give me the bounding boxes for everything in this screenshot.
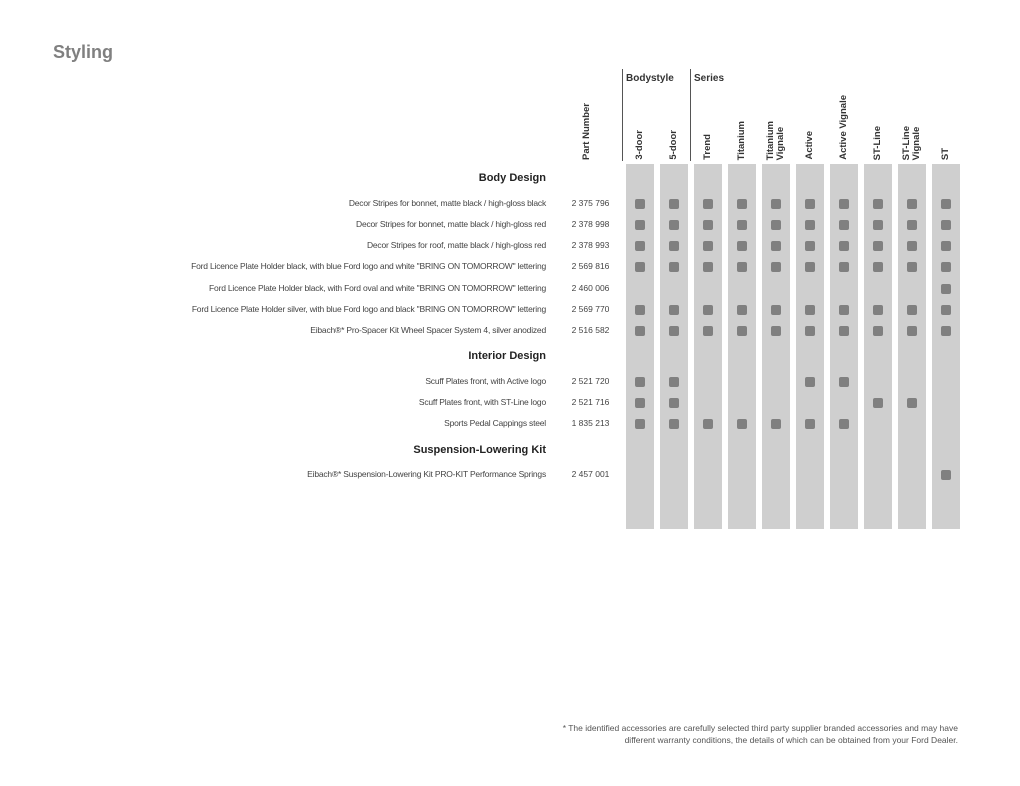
availability-mark: [635, 241, 645, 251]
availability-mark: [771, 199, 781, 209]
footnote: * The identified accessories are carefully selected third party supplier branded accessories and may have different warranty conditions, the details of which can be obtained from your Ford Dealer.: [562, 723, 958, 745]
row-description: Eibach®* Pro-Spacer Kit Wheel Spacer System 4, silver anodized: [310, 325, 546, 335]
availability-mark: [771, 326, 781, 336]
availability-mark: [839, 220, 849, 230]
group-divider-bodystyle: [622, 69, 623, 161]
availability-mark: [805, 377, 815, 387]
column-header-active: Active: [804, 131, 816, 160]
availability-mark: [737, 419, 747, 429]
availability-mark: [839, 305, 849, 315]
row-part-number: 1 835 213: [571, 418, 610, 428]
group-label-series: Series: [694, 73, 725, 84]
group-divider-series: [690, 69, 691, 161]
availability-mark: [635, 305, 645, 315]
availability-mark: [737, 220, 747, 230]
availability-mark: [907, 220, 917, 230]
row-description: Ford Licence Plate Holder black, with Ford oval and white "BRING ON TOMORROW" lettering: [209, 283, 546, 293]
availability-mark: [737, 199, 747, 209]
availability-mark: [839, 326, 849, 336]
row-part-number: 2 460 006: [571, 283, 610, 293]
availability-mark: [703, 326, 713, 336]
column-strip-3door: [626, 164, 654, 529]
availability-mark: [771, 241, 781, 251]
column-header-titanium-vignale: Titanium Vignale: [765, 120, 786, 160]
availability-mark: [703, 305, 713, 315]
row-part-number: 2 516 582: [571, 325, 610, 335]
availability-mark: [873, 262, 883, 272]
column-strip-st-line-vignale: [898, 164, 926, 529]
availability-mark: [907, 199, 917, 209]
availability-mark: [805, 305, 815, 315]
page-title: Styling: [53, 42, 114, 62]
availability-mark: [635, 220, 645, 230]
availability-mark: [839, 241, 849, 251]
part-number-header: Part Number: [581, 102, 593, 160]
availability-mark: [941, 220, 951, 230]
availability-mark: [669, 199, 679, 209]
availability-mark: [669, 398, 679, 408]
row-part-number: 2 521 720: [571, 376, 610, 386]
availability-mark: [839, 199, 849, 209]
row-description: Ford Licence Plate Holder black, with blue Ford logo and white "BRING ON TOMORROW" lettering: [191, 261, 546, 271]
row-description: Sports Pedal Cappings steel: [444, 418, 546, 428]
availability-mark: [839, 262, 849, 272]
availability-mark: [703, 199, 713, 209]
row-part-number: 2 457 001: [571, 469, 610, 479]
availability-mark: [703, 220, 713, 230]
column-strip-5door: [660, 164, 688, 529]
availability-mark: [805, 262, 815, 272]
availability-mark: [635, 262, 645, 272]
row-part-number: 2 375 796: [571, 198, 610, 208]
availability-mark: [873, 398, 883, 408]
availability-mark: [669, 419, 679, 429]
group-label-bodystyle: Bodystyle: [626, 73, 674, 84]
availability-mark: [907, 398, 917, 408]
availability-mark: [805, 199, 815, 209]
availability-mark: [635, 326, 645, 336]
availability-mark: [737, 262, 747, 272]
availability-mark: [941, 326, 951, 336]
row-part-number: 2 378 998: [571, 219, 610, 229]
availability-mark: [907, 326, 917, 336]
availability-mark: [907, 241, 917, 251]
availability-mark: [669, 377, 679, 387]
column-strip-st-line: [864, 164, 892, 529]
availability-mark: [873, 199, 883, 209]
section-heading-suspension-lowering-kit: Suspension-Lowering Kit: [413, 444, 546, 456]
row-description: Decor Stripes for bonnet, matte black / high-gloss black: [348, 198, 546, 208]
column-header-titanium: Titanium: [736, 120, 748, 160]
availability-mark: [635, 199, 645, 209]
availability-mark: [771, 262, 781, 272]
row-description: Decor Stripes for bonnet, matte black / high-gloss red: [356, 219, 546, 229]
availability-mark: [635, 419, 645, 429]
availability-mark: [771, 305, 781, 315]
availability-mark: [941, 470, 951, 480]
row-description: Scuff Plates front, with Active logo: [425, 376, 546, 386]
availability-mark: [737, 241, 747, 251]
availability-mark: [873, 241, 883, 251]
availability-mark: [873, 305, 883, 315]
availability-mark: [805, 241, 815, 251]
column-header-st-line: ST-Line: [872, 125, 884, 160]
column-strip-trend: [694, 164, 722, 529]
availability-mark: [941, 284, 951, 294]
availability-mark: [941, 199, 951, 209]
availability-mark: [907, 305, 917, 315]
availability-mark: [737, 305, 747, 315]
availability-mark: [703, 419, 713, 429]
row-part-number: 2 569 816: [571, 261, 610, 271]
column-strip-titanium-vignale: [762, 164, 790, 529]
availability-mark: [941, 241, 951, 251]
column-header-3door: 3-door: [634, 130, 646, 160]
column-strip-active: [796, 164, 824, 529]
row-description: Decor Stripes for roof, matte black / high-gloss red: [366, 240, 546, 250]
row-part-number: 2 378 993: [571, 240, 610, 250]
column-header-st-line-vignale: ST-Line Vignale: [901, 125, 922, 160]
column-header-5door: 5-door: [668, 130, 680, 160]
column-header-trend: Trend: [702, 134, 714, 160]
row-description: Eibach®* Suspension-Lowering Kit PRO-KIT Performance Springs: [307, 469, 546, 479]
availability-mark: [805, 326, 815, 336]
availability-mark: [669, 220, 679, 230]
availability-mark: [839, 419, 849, 429]
availability-mark: [873, 326, 883, 336]
availability-mark: [737, 326, 747, 336]
availability-mark: [805, 220, 815, 230]
availability-mark: [669, 326, 679, 336]
availability-mark: [907, 262, 917, 272]
availability-mark: [839, 377, 849, 387]
row-description: Ford Licence Plate Holder silver, with blue Ford logo and black "BRING ON TOMORROW" lettering: [191, 304, 546, 314]
availability-mark: [941, 305, 951, 315]
availability-mark: [873, 220, 883, 230]
row-part-number: 2 569 770: [571, 304, 610, 314]
availability-mark: [805, 419, 815, 429]
section-heading-body-design: Body Design: [478, 172, 546, 184]
availability-mark: [669, 305, 679, 315]
availability-mark: [669, 241, 679, 251]
column-header-active-vignale: Active Vignale: [838, 95, 850, 160]
availability-mark: [635, 377, 645, 387]
row-part-number: 2 521 716: [571, 397, 610, 407]
availability-mark: [771, 419, 781, 429]
column-strip-active-vignale: [830, 164, 858, 529]
column-header-st: ST: [940, 147, 952, 160]
availability-mark: [703, 241, 713, 251]
row-description: Scuff Plates front, with ST-Line logo: [418, 397, 546, 407]
section-heading-interior-design: Interior Design: [468, 350, 546, 362]
availability-mark: [669, 262, 679, 272]
column-strip-titanium: [728, 164, 756, 529]
availability-mark: [941, 262, 951, 272]
availability-mark: [771, 220, 781, 230]
availability-mark: [635, 398, 645, 408]
availability-mark: [703, 262, 713, 272]
